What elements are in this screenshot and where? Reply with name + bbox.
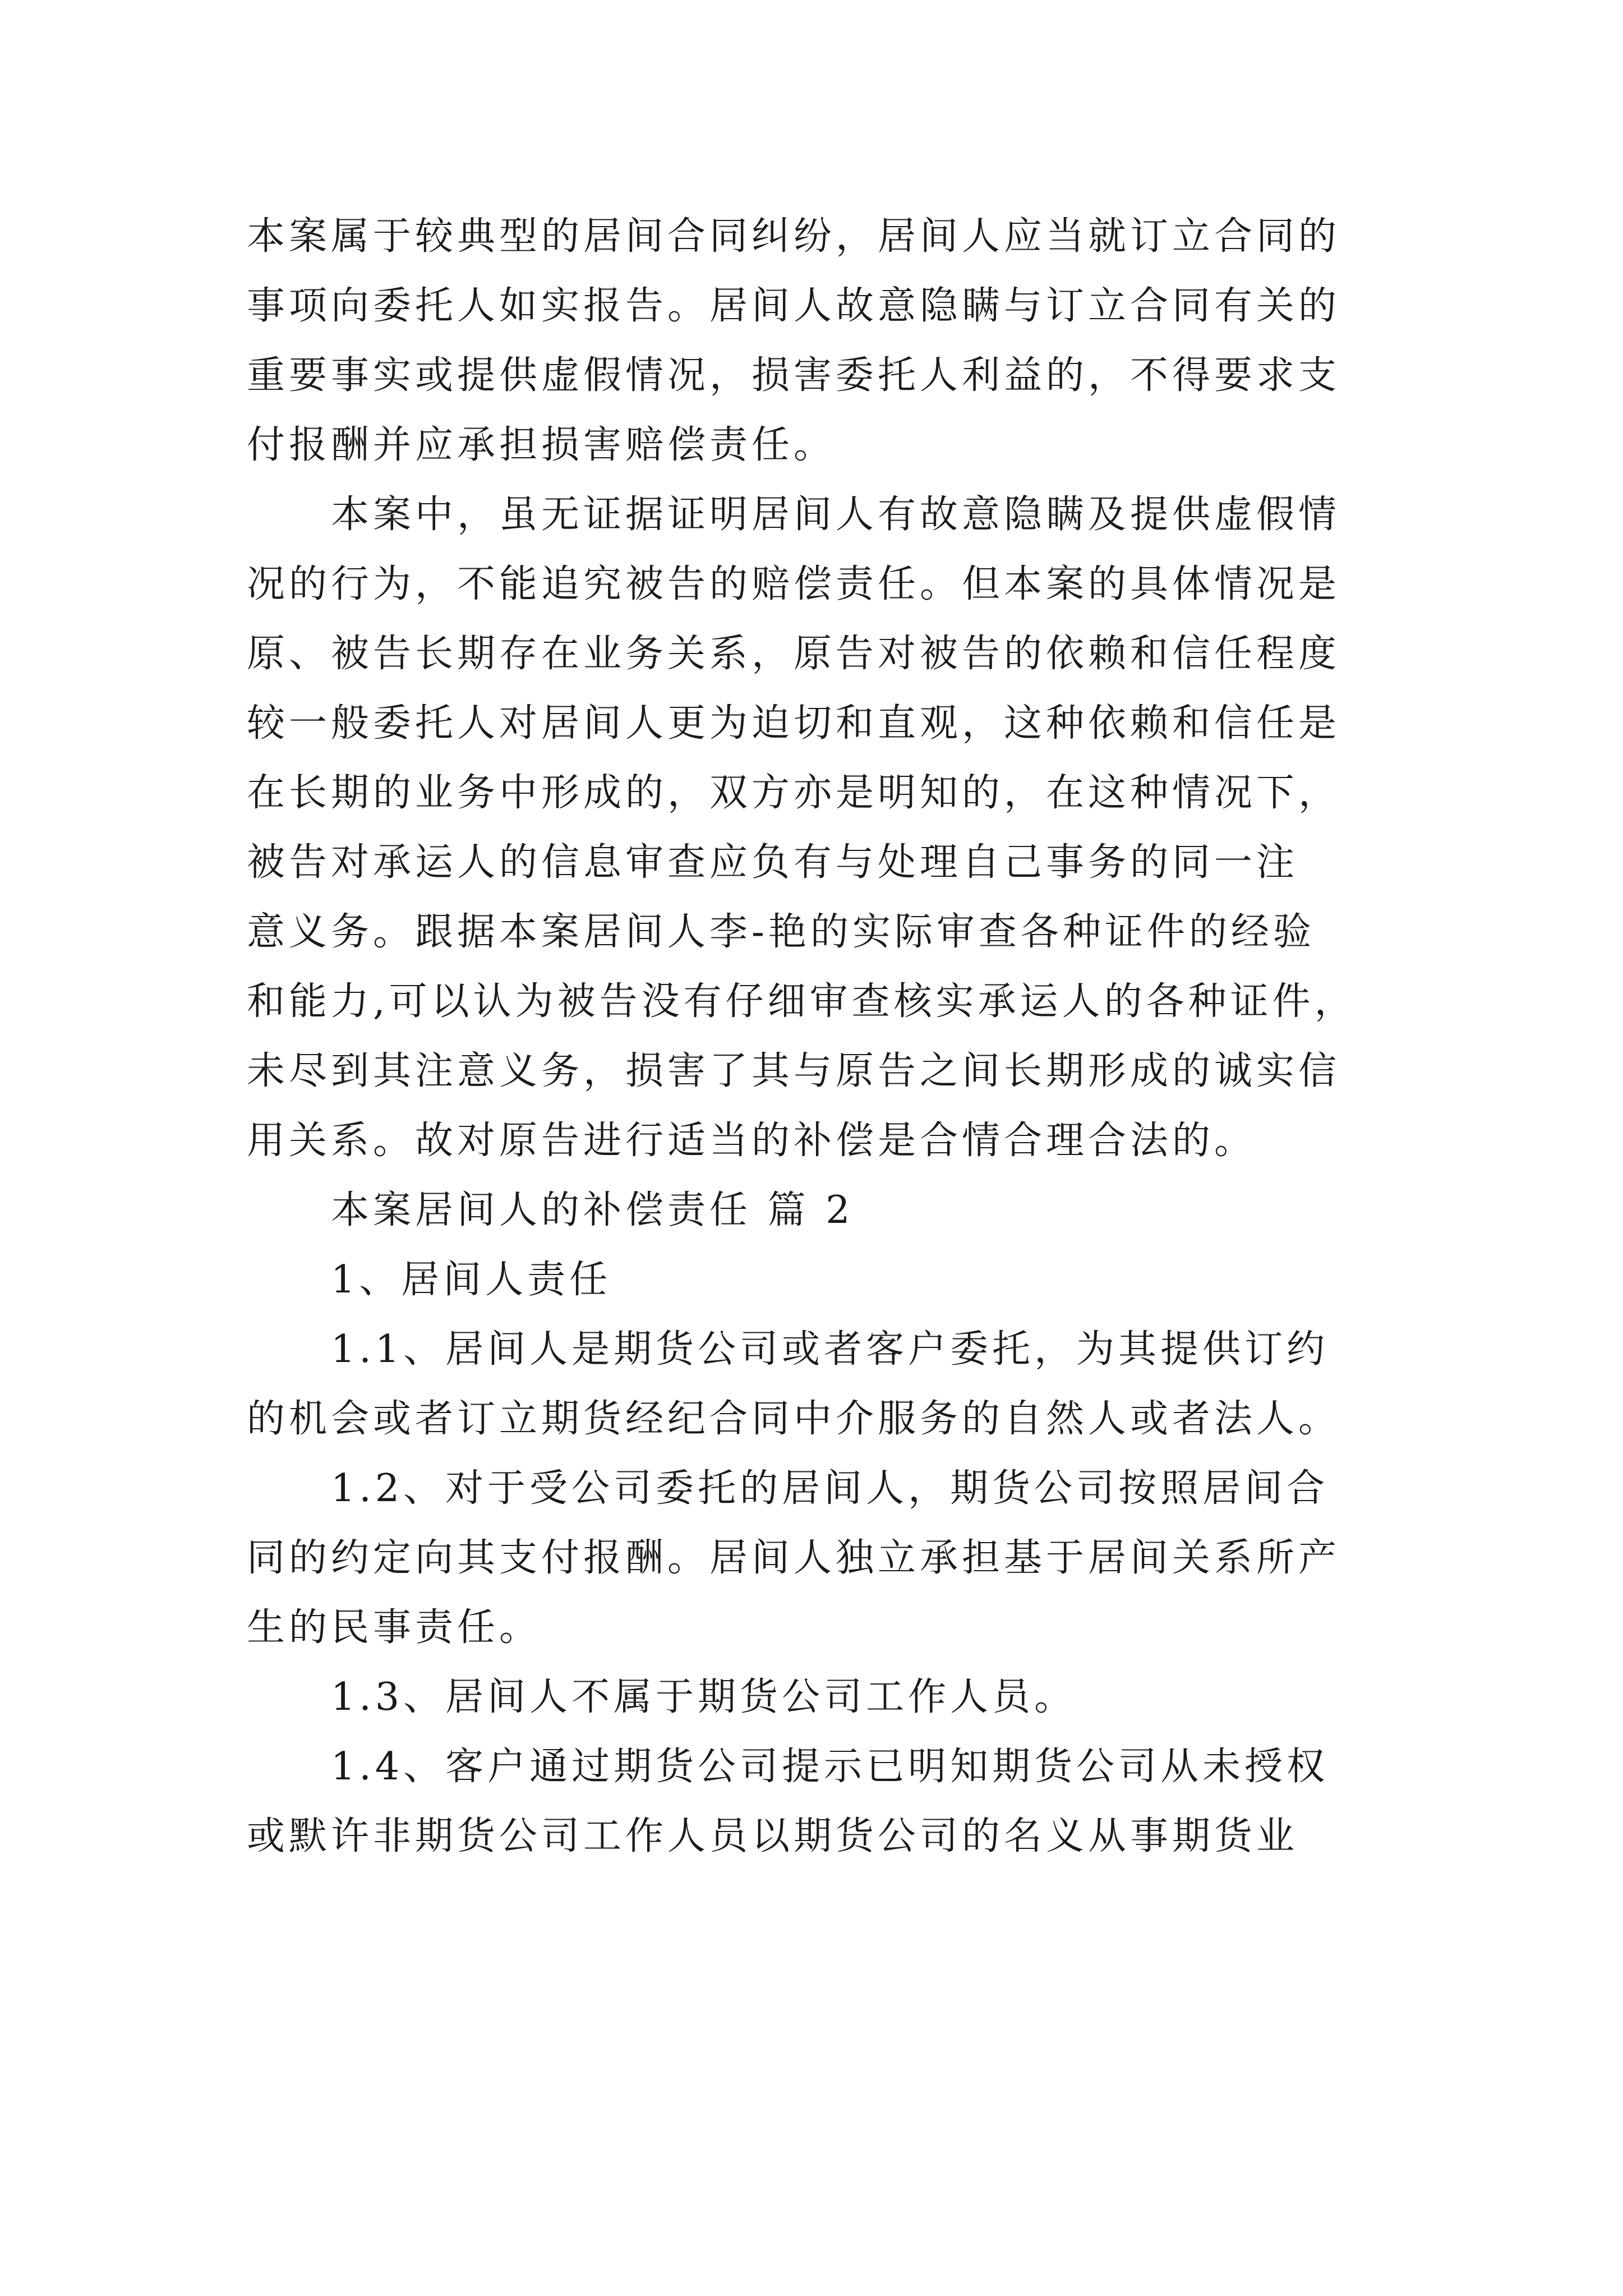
text-line: 较一般委托人对居间人更为迫切和直观，这种依赖和信任是 xyxy=(247,701,1341,746)
text-line: 原、被告长期存在业务关系，原告对被告的依赖和信任程度 xyxy=(247,632,1341,676)
text-line: 本案居间人的补偿责任 篇 2 xyxy=(331,1188,854,1232)
text-line: 未尽到其注意义务，损害了其与原告之间长期形成的诚实信 xyxy=(247,1049,1341,1093)
text-line: 和能力,可以认为被告没有仔细审查核实承运人的各种证件， xyxy=(247,979,1357,1024)
text-line: 本案属于较典型的居间合同纠纷，居间人应当就订立合同的 xyxy=(247,214,1341,259)
text-line: 的机会或者订立期货经纪合同中介服务的自然人或者法人。 xyxy=(247,1397,1341,1441)
text-line: 同的约定向其支付报酬。居间人独立承担基于居间关系所产 xyxy=(247,1536,1341,1580)
text-line: 1.1、居间人是期货公司或者客户委托，为其提供订约 xyxy=(331,1327,1329,1372)
text-line: 况的行为，不能追究被告的赔偿责任。但本案的具体情况是 xyxy=(247,562,1341,606)
text-line: 1、居间人责任 xyxy=(331,1258,612,1302)
text-line: 本案中，虽无证据证明居间人有故意隐瞒及提供虚假情 xyxy=(331,493,1341,537)
text-line: 重要事实或提供虚假情况，损害委托人利益的，不得要求支 xyxy=(247,353,1341,398)
text-line: 在长期的业务中形成的，双方亦是明知的，在这种情况下， xyxy=(247,771,1341,815)
text-line: 事项向委托人如实报告。居间人故意隐瞒与订立合同有关的 xyxy=(247,284,1341,328)
text-line: 意义务。跟据本案居间人李-艳的实际审查各种证件的经验 xyxy=(247,910,1315,954)
text-line: 付报酬并应承担损害赔偿责任。 xyxy=(247,423,836,467)
text-line: 被告对承运人的信息审查应负有与处理自己事务的同一注 xyxy=(247,840,1299,885)
document-body xyxy=(247,202,1380,1871)
text-line: 1.4、客户通过期货公司提示已明知期货公司从未授权 xyxy=(331,1745,1329,1789)
text-line: 生的民事责任。 xyxy=(247,1605,542,1650)
text-line: 1.2、对于受公司委托的居间人，期货公司按照居间合 xyxy=(331,1466,1329,1511)
text-line: 用关系。故对原告进行适当的补偿是合情合理合法的。 xyxy=(247,1119,1257,1163)
text-line: 1.3、居间人不属于期货公司工作人员。 xyxy=(331,1675,1077,1719)
text-line: 或默许非期货公司工作人员以期货公司的名义从事期货业 xyxy=(247,1814,1299,1858)
